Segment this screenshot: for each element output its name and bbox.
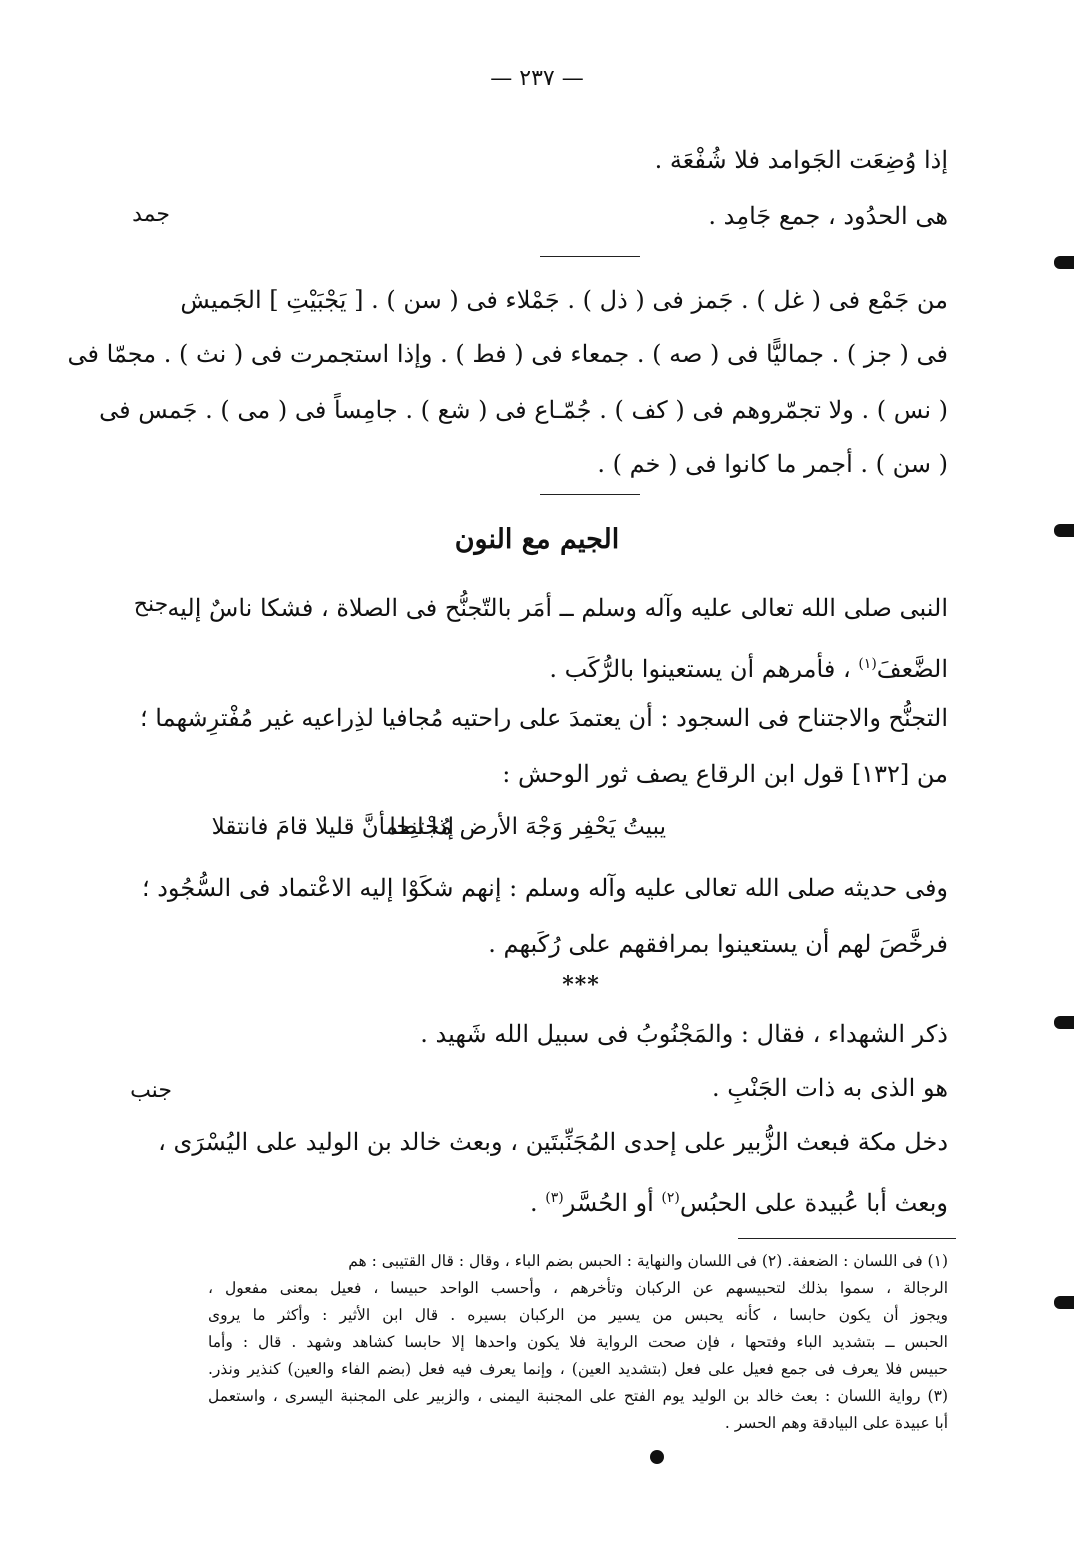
text-fragment: وبعث أبا عُبيدة على الحبُس xyxy=(679,1189,948,1217)
text-line: وفى حديثه صلى الله تعالى عليه وآله وسلم : إنهم شكَوْا إليه الاعْتماد فى السُّجُود ؛ xyxy=(141,874,948,902)
cross-ref-line: ( نس ) . ولا تجمّروهم فى ( كف ) . جُمّـاع فى ( شع ) . جامِساً فى ( مى ) . جَمس فى xyxy=(99,396,948,424)
text-fragment: . xyxy=(530,1189,546,1217)
margin-root-jnb: جنب xyxy=(130,1078,172,1103)
text-line xyxy=(228,1180,948,1221)
footnote-line: حبيس فلا يعرف فى جمع فعيل على فعل (بتشديد العين) ، وإنما يعرف فيه فعل (بضم الفاء والعين) كنذير ونذر. xyxy=(208,1360,948,1378)
footnote-rule xyxy=(738,1238,956,1239)
verse-hemistich-left: إذا اطمأنَّ قليلا قامَ فانتقلا xyxy=(211,814,454,840)
footnote-line: (٣) رواية اللسان : بعث خالد بن الوليد يوم الفتح على المجنبة اليمنى ، والزبير على المجنبة اليسرى ، واستعمل xyxy=(208,1387,948,1405)
ink-blot xyxy=(650,1450,664,1464)
scan-edge-mark xyxy=(1054,1016,1074,1029)
footnote-line: الرجالة ، سموا بذلك لتحبيسهم عن الركبان وتأخرهم ، وأحسب الواحد حبيسا ، فعيل بمعنى مفعول ، xyxy=(208,1279,948,1297)
scan-edge-mark xyxy=(1054,524,1074,537)
text-line xyxy=(228,646,948,687)
text-line: النبى صلى الله تعالى عليه وآله وسلم ــ أمَر بالتّجنُّح فى الصلاة ، فشكا ناسٌ إليه xyxy=(167,594,948,622)
text-fragment: الضَّعفَ xyxy=(876,655,948,683)
footnote-ref: (٣) xyxy=(545,1190,564,1206)
footnote-line: أبا عبيدة على البيادقة وهم الحسر . xyxy=(724,1414,948,1432)
margin-root-jnh: جنح xyxy=(133,592,169,617)
text-line: هى الحدُود ، جمع جَامِد . xyxy=(708,202,948,230)
separator-rule xyxy=(540,494,640,495)
text-line: التجنُّح والاجتناح فى السجود : أن يعتمدَ على راحتيه مُجافيا لذِراعيه غير مُفْترِشهما ؛ xyxy=(140,704,948,732)
verse-hemistich-right: يبيتُ يَحْفِر وَجْهَ الأرض مُجْتنِحا xyxy=(389,814,666,840)
text-fragment: أو الحُسَّر xyxy=(563,1189,662,1217)
page-number: — ٢٣٧ — xyxy=(490,66,584,91)
scan-edge-mark xyxy=(1054,1296,1074,1309)
text-line: إذا وُضِعَت الجَوامد فلا شُفْعَة . xyxy=(654,146,948,174)
footnote-ref: (١) xyxy=(858,656,877,672)
text-line: ذكر الشهداء ، فقال : والمَجْنُوبُ فى سبيل الله شَهيد . xyxy=(420,1020,948,1048)
footnote-line: الحبس ــ بتشديد الباء وفتحها ، فإن صحت الرواية فلا يكون واحدها إلا حابسا كشاهد وشهد . قال : وأما xyxy=(208,1333,948,1351)
text-line: هو الذى به ذات الجَنْبِ . xyxy=(712,1074,948,1102)
cross-ref-line: ( سن ) . أجمر ما كانوا فى ( خم ) . xyxy=(597,450,948,478)
separator-rule xyxy=(540,256,640,257)
text-line: دخل مكة فبعث الزُّبير على إحدى المُجَنِّبتَين ، وبعث خالد بن الوليد على اليُسْرَى ، xyxy=(158,1128,948,1156)
cross-ref-line: من جَمْع فى ( غل ) . جَمز فى ( ذل ) . جَمْلاء فى ( سن ) . [ يَجْبَيْتِ ] الجَميش xyxy=(180,286,948,314)
margin-root-jmd: جمد xyxy=(132,202,170,227)
text-line: فرخَّصَ لهم أن يستعينوا بمرافقهم على رُكَبهم . xyxy=(488,930,948,958)
footnote-line: (١) فى اللسان : الضعفة. (٢) فى اللسان والنهاية : الحبس بضم الباء ، وقال : قال القتيبى : هم xyxy=(348,1252,948,1270)
text-line: من [١٣٢] قول ابن الرقاع يصف ثور الوحش : xyxy=(502,760,948,788)
text-fragment: ، فأمرهم أن يستعينوا بالرُّكَب . xyxy=(549,655,859,683)
footnote-ref: (٢) xyxy=(661,1190,680,1206)
cross-ref-line: فى ( جز ) . جماليًّا فى ( صه ) . جمعاء فى ( فط ) . وإذا استجمرت فى ( نث ) . مجمّا فى xyxy=(67,340,948,368)
scan-edge-mark xyxy=(1054,256,1074,269)
footnote-line: ويجوز أن يكون حابسا ، كأنه يحبس من يسير من الركبان بسيره . قال ابن الأثير : وأكثر ما يروى xyxy=(208,1306,948,1324)
section-heading: الجيم مع النون xyxy=(454,524,620,555)
section-divider-stars: *** xyxy=(562,972,600,998)
